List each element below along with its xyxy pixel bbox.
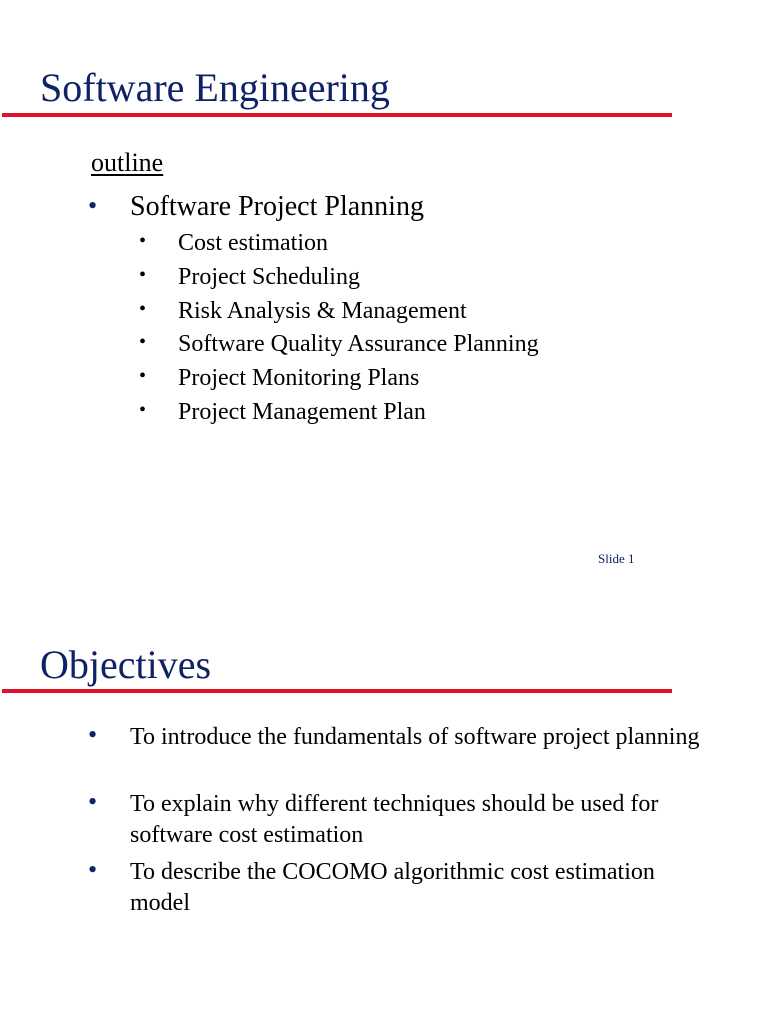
bullet-icon: • [88,720,98,749]
title-divider-line [2,113,672,117]
outline-label: outline [91,148,164,177]
slide-number: Slide 1 [598,551,635,566]
objective-text: To explain why different techniques should be used for software cost estimation [130,791,659,848]
bullet-icon: • [139,331,147,353]
sub-bullet-text: Risk Analysis & Management [178,298,467,324]
sub-bullet-text: Project Monitoring Plans [178,365,420,391]
title-divider-line [2,689,672,693]
bullet-icon: • [139,298,147,320]
bullet-icon: • [139,399,147,421]
slide-title-software-engineering: Software Engineering [40,65,390,110]
bullet-icon: • [88,787,98,816]
sub-bullet-text: Software Quality Assurance Planning [178,331,539,357]
objective-text: To describe the COCOMO algorithmic cost estimation model [130,859,655,916]
sub-bullet-text: Project Management Plan [178,399,426,425]
bullet-icon: • [88,191,98,220]
bullet-icon: • [139,230,147,252]
bullet-icon: • [88,855,98,884]
slide-title-objectives: Objectives [40,642,212,687]
main-bullet-text: Software Project Planning [130,191,424,222]
bullet-icon: • [139,365,147,387]
bullet-icon: • [139,264,147,286]
sub-bullet-text: Project Scheduling [178,264,360,290]
objective-text: To introduce the fundamentals of software project planning [130,724,700,750]
sub-bullet-text: Cost estimation [178,230,328,256]
